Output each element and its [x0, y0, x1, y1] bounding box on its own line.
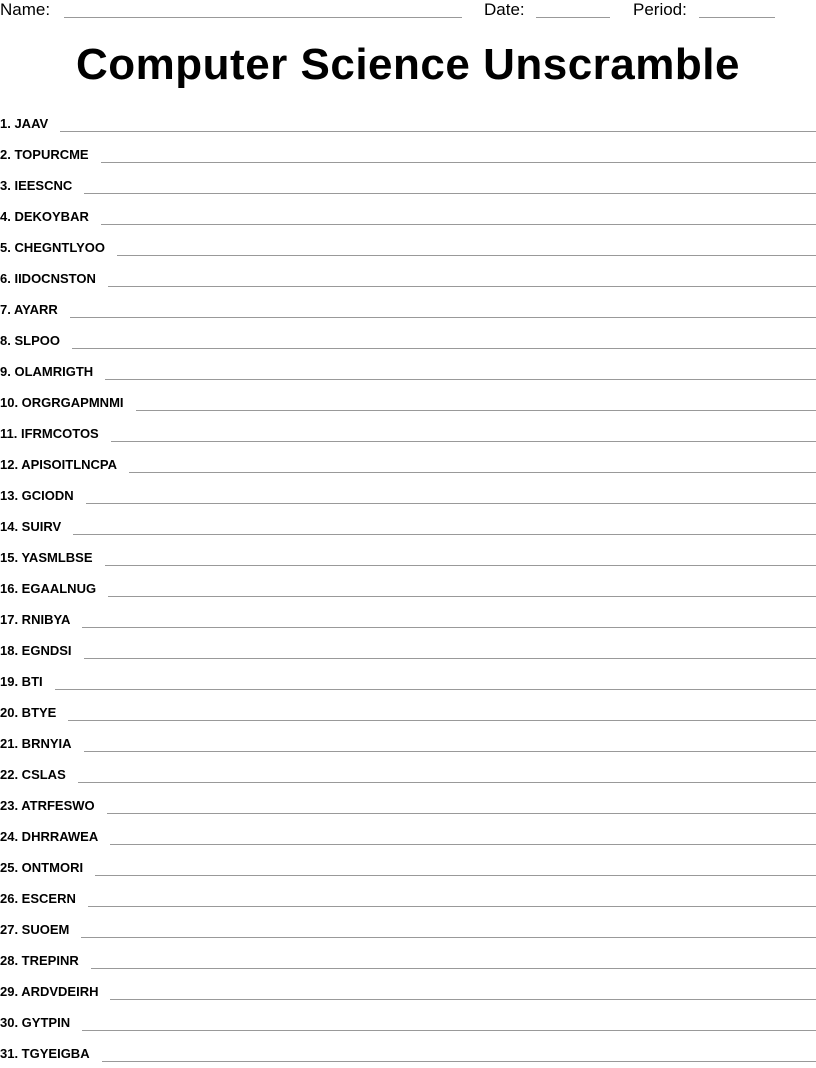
answer-line[interactable]: [84, 658, 816, 659]
answer-line[interactable]: [88, 906, 816, 907]
scrambled-word: 1. JAAV: [0, 116, 48, 138]
list-item: [0, 944, 816, 975]
list-item: [0, 603, 816, 634]
scrambled-word: 24. DHRRAWEA: [0, 829, 98, 851]
answer-line[interactable]: [110, 999, 816, 1000]
answer-line[interactable]: [102, 1061, 816, 1062]
scrambled-word: 23. ATRFESWO: [0, 798, 95, 820]
list-item: [0, 386, 816, 417]
scrambled-word: 14. SUIRV: [0, 519, 61, 541]
scrambled-word: 25. ONTMORI: [0, 860, 83, 882]
list-item: [0, 913, 816, 944]
answer-line[interactable]: [68, 720, 816, 721]
scrambled-word: 17. RNIBYA: [0, 612, 70, 634]
name-field[interactable]: [64, 17, 462, 18]
list-item: [0, 417, 816, 448]
list-item: [0, 541, 816, 572]
header: [0, 0, 816, 22]
answer-line[interactable]: [105, 379, 816, 380]
answer-line[interactable]: [101, 162, 816, 163]
list-item: [0, 975, 816, 1006]
scrambled-word: 27. SUOEM: [0, 922, 69, 944]
period-field[interactable]: [699, 17, 775, 18]
answer-line[interactable]: [101, 224, 816, 225]
list-item: [0, 138, 816, 169]
list-item: [0, 293, 816, 324]
scrambled-word: 10. ORGRGAPMNMI: [0, 395, 124, 417]
answer-line[interactable]: [81, 937, 816, 938]
list-item: [0, 510, 816, 541]
answer-line[interactable]: [108, 286, 816, 287]
answer-line[interactable]: [55, 689, 816, 690]
period-label: Period:: [633, 0, 687, 20]
answer-line[interactable]: [60, 131, 816, 132]
scrambled-word: 4. DEKOYBAR: [0, 209, 89, 231]
scrambled-word: 12. APISOITLNCPA: [0, 457, 117, 479]
scrambled-word: 16. EGAALNUG: [0, 581, 96, 603]
answer-line[interactable]: [84, 193, 816, 194]
answer-line[interactable]: [86, 503, 816, 504]
answer-line[interactable]: [82, 627, 816, 628]
list-item: [0, 1006, 816, 1037]
name-label: Name:: [0, 0, 50, 20]
answer-line[interactable]: [111, 441, 816, 442]
page-title: Computer Science Unscramble: [0, 40, 816, 90]
answer-line[interactable]: [73, 534, 816, 535]
list-item: [0, 1037, 816, 1068]
list-item: [0, 665, 816, 696]
answer-line[interactable]: [136, 410, 816, 411]
answer-line[interactable]: [117, 255, 816, 256]
scrambled-word: 3. IEESCNC: [0, 178, 72, 200]
scrambled-word: 19. BTI: [0, 674, 43, 696]
list-item: [0, 789, 816, 820]
word-list: [0, 107, 816, 1068]
list-item: [0, 882, 816, 913]
scrambled-word: 21. BRNYIA: [0, 736, 72, 758]
scrambled-word: 7. AYARR: [0, 302, 58, 324]
answer-line[interactable]: [110, 844, 816, 845]
scrambled-word: 5. CHEGNTLYOO: [0, 240, 105, 262]
scrambled-word: 18. EGNDSI: [0, 643, 72, 665]
list-item: [0, 820, 816, 851]
list-item: [0, 324, 816, 355]
scrambled-word: 6. IIDOCNSTON: [0, 271, 96, 293]
answer-line[interactable]: [105, 565, 816, 566]
scrambled-word: 28. TREPINR: [0, 953, 79, 975]
date-label: Date:: [484, 0, 525, 20]
scrambled-word: 22. CSLAS: [0, 767, 66, 789]
answer-line[interactable]: [72, 348, 816, 349]
scrambled-word: 2. TOPURCME: [0, 147, 89, 169]
scrambled-word: 30. GYTPIN: [0, 1015, 70, 1037]
answer-line[interactable]: [129, 472, 816, 473]
answer-line[interactable]: [84, 751, 816, 752]
list-item: [0, 231, 816, 262]
answer-line[interactable]: [82, 1030, 816, 1031]
answer-line[interactable]: [78, 782, 816, 783]
list-item: [0, 355, 816, 386]
scrambled-word: 15. YASMLBSE: [0, 550, 93, 572]
answer-line[interactable]: [70, 317, 816, 318]
answer-line[interactable]: [91, 968, 816, 969]
list-item: [0, 169, 816, 200]
list-item: [0, 727, 816, 758]
scrambled-word: 29. ARDVDEIRH: [0, 984, 98, 1006]
scrambled-word: 20. BTYE: [0, 705, 56, 727]
scrambled-word: 13. GCIODN: [0, 488, 74, 510]
list-item: [0, 479, 816, 510]
scrambled-word: 9. OLAMRIGTH: [0, 364, 93, 386]
scrambled-word: 31. TGYEIGBA: [0, 1046, 90, 1068]
list-item: [0, 696, 816, 727]
list-item: [0, 448, 816, 479]
list-item: [0, 634, 816, 665]
answer-line[interactable]: [95, 875, 816, 876]
list-item: [0, 262, 816, 293]
answer-line[interactable]: [108, 596, 816, 597]
scrambled-word: 11. IFRMCOTOS: [0, 426, 99, 448]
answer-line[interactable]: [107, 813, 816, 814]
list-item: [0, 200, 816, 231]
scrambled-word: 26. ESCERN: [0, 891, 76, 913]
list-item: [0, 851, 816, 882]
date-field[interactable]: [536, 17, 610, 18]
list-item: [0, 107, 816, 138]
list-item: [0, 758, 816, 789]
scrambled-word: 8. SLPOO: [0, 333, 60, 355]
list-item: [0, 572, 816, 603]
